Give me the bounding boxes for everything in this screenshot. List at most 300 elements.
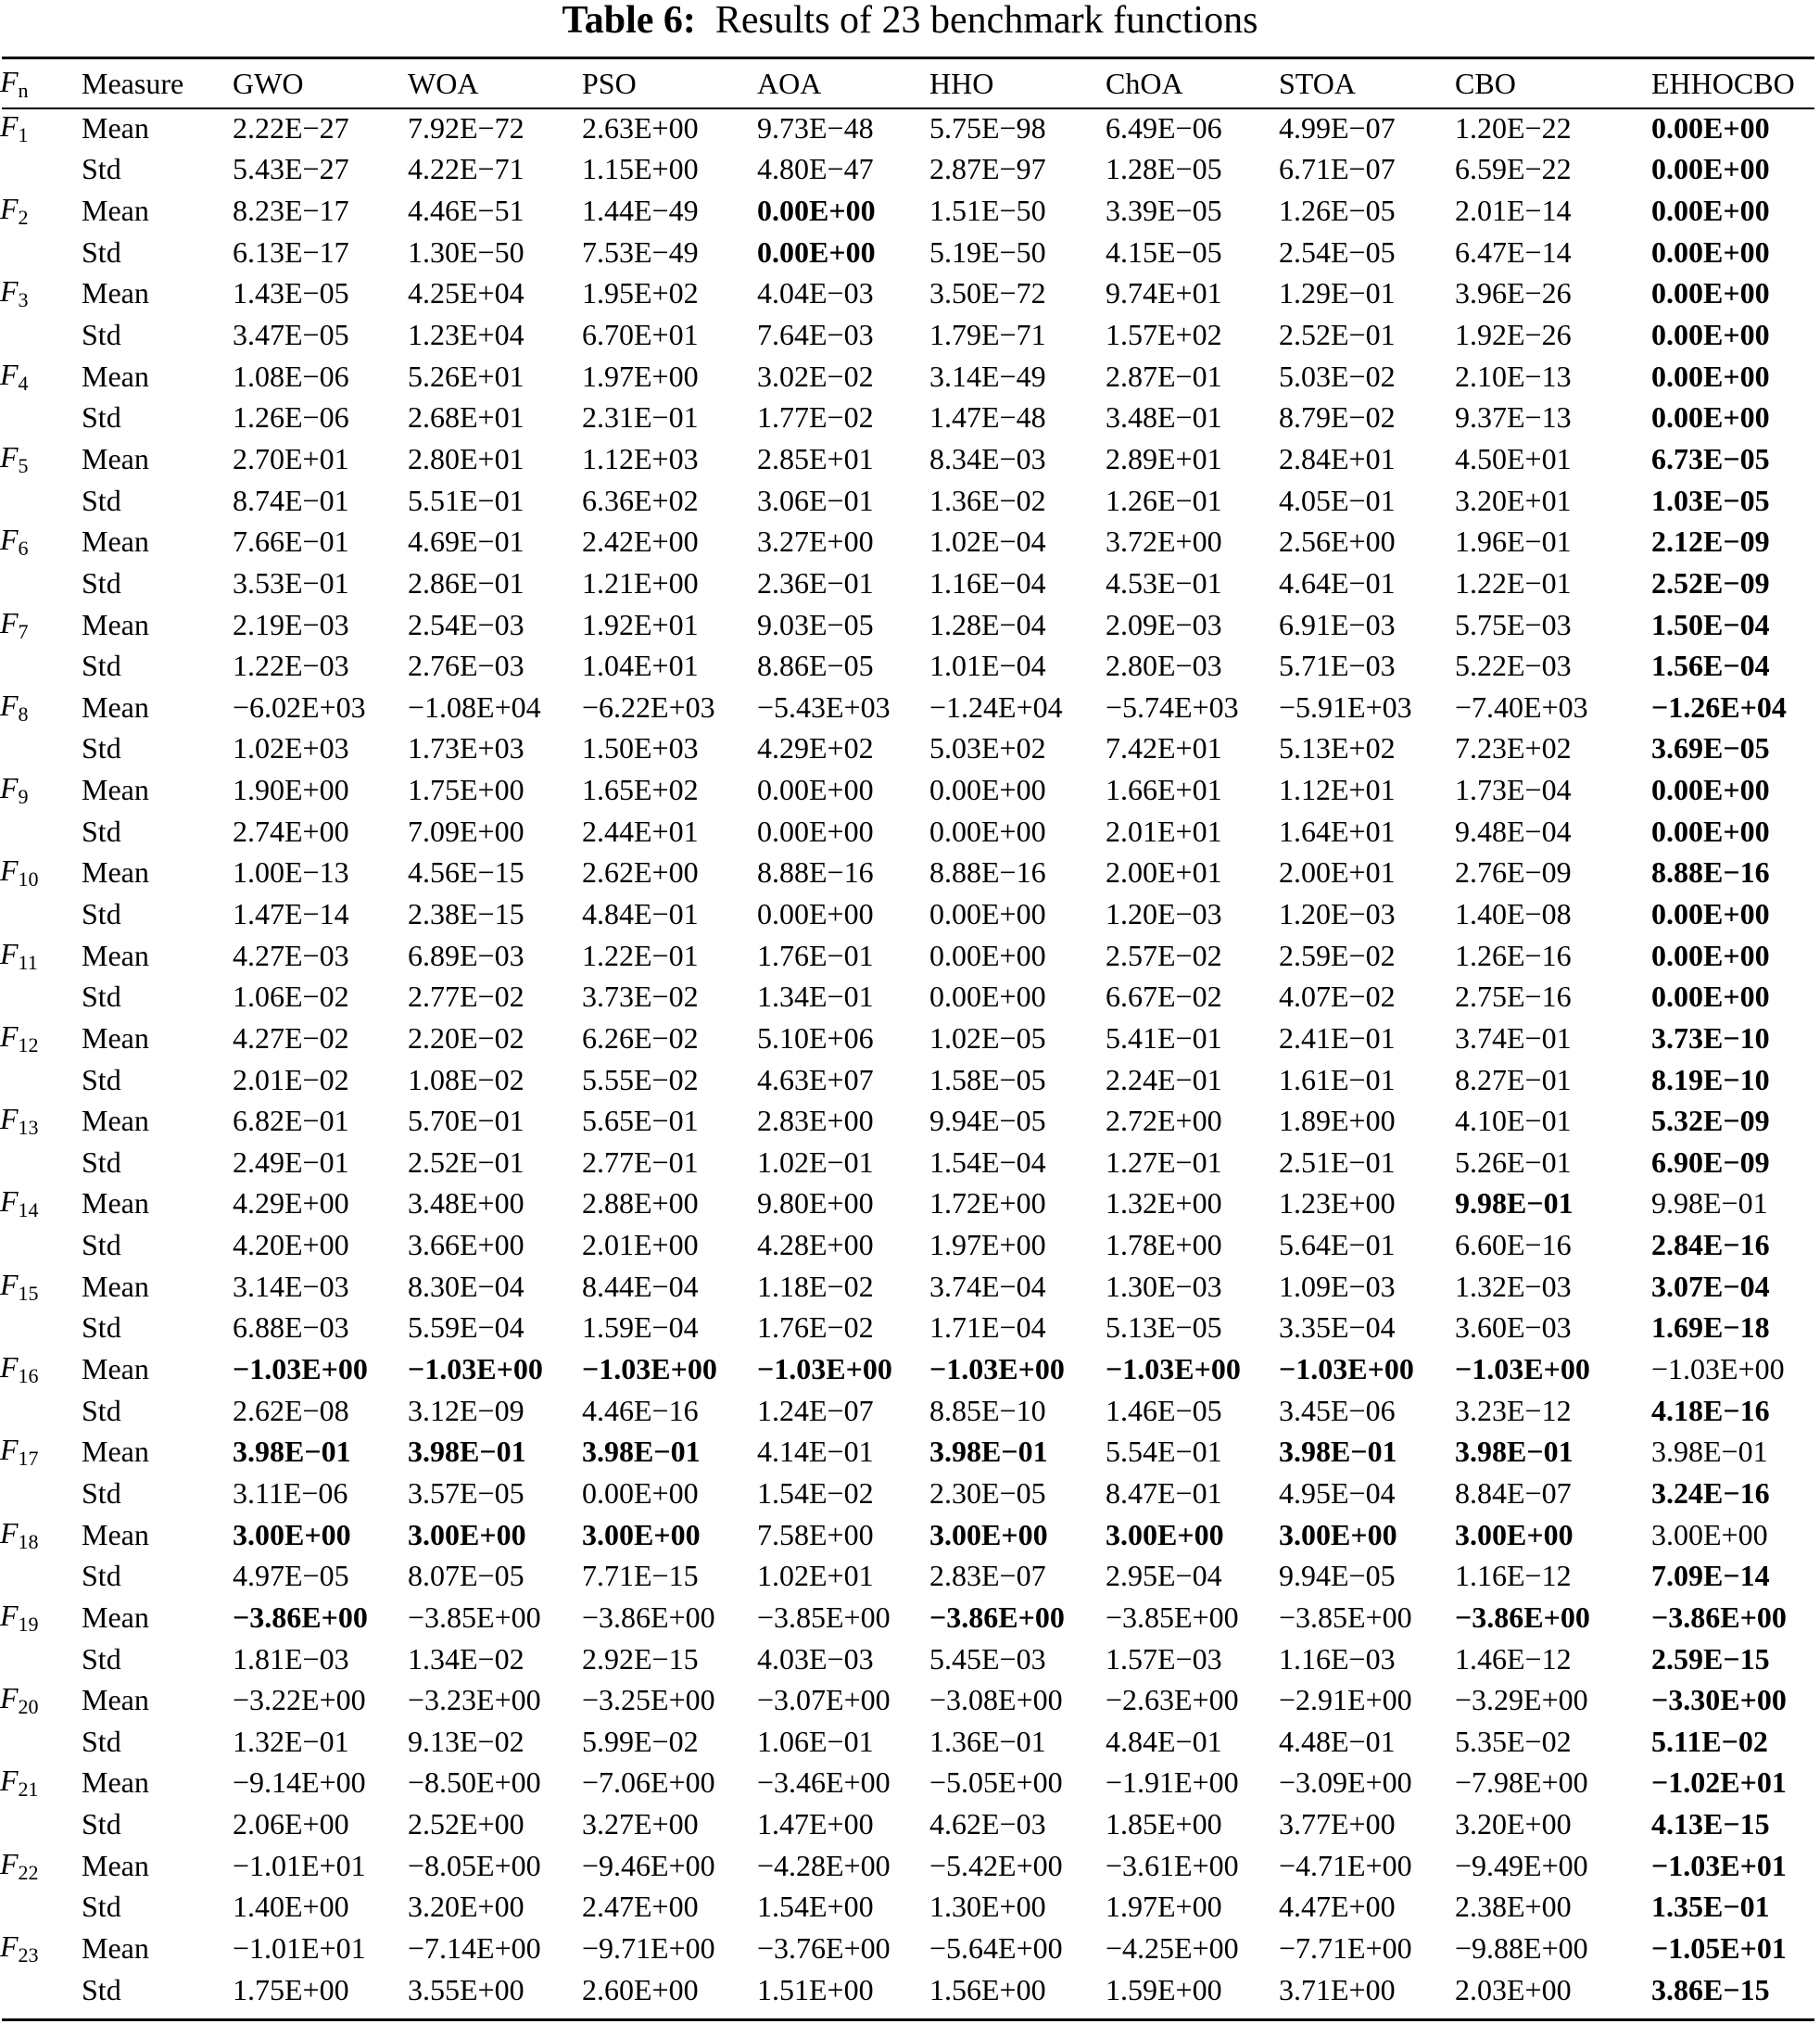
value-cell-choa: 2.01E+01 (1106, 814, 1222, 848)
value-cell-choa: −3.85E+00 (1106, 1600, 1239, 1634)
function-label: $F_{14}$ (0, 1184, 39, 1222)
value-cell-aoa: −5.43E+03 (757, 689, 891, 724)
value-cell-choa: 4.53E−01 (1106, 565, 1222, 600)
value-cell-gwo: 2.19E−03 (233, 607, 349, 641)
value-cell-choa: 6.67E−02 (1106, 980, 1222, 1014)
value-cell-cbo: 5.75E−03 (1455, 607, 1572, 641)
value-cell-pso: 2.31E−01 (582, 400, 699, 435)
function-label (0, 1142, 82, 1183)
value-cell-gwo: −1.01E+01 (233, 1931, 366, 1965)
value-cell-aoa: 1.06E−01 (757, 1724, 874, 1758)
value-cell-pso: 3.98E−01 (582, 1435, 701, 1469)
value-cell-gwo: 3.98E−01 (233, 1435, 351, 1469)
value-cell-stoa: 4.64E−01 (1279, 565, 1396, 600)
value-cell-gwo: 1.40E+00 (233, 1890, 349, 1924)
value-cell-hho: 3.00E+00 (929, 1517, 1048, 1551)
value-cell-woa: −8.05E+00 (408, 1848, 541, 1882)
value-cell-woa: 4.25E+04 (408, 276, 525, 310)
measure-cell: Std (82, 1062, 121, 1096)
value-cell-cbo: 1.40E−08 (1455, 896, 1572, 930)
value-cell-ehhocbo: 0.00E+00 (1651, 110, 1770, 145)
value-cell-hho: 5.75E−98 (929, 110, 1046, 145)
value-cell-pso: 1.12E+03 (582, 441, 699, 475)
value-cell-gwo: 1.08E−06 (233, 359, 349, 393)
value-cell-aoa: 0.00E+00 (757, 814, 874, 848)
value-cell-choa: −4.25E+00 (1106, 1931, 1239, 1965)
value-cell-pso: −9.46E+00 (582, 1848, 715, 1882)
value-cell-woa: 2.52E+00 (408, 1807, 525, 1841)
value-cell-ehhocbo: −1.03E+00 (1651, 1352, 1785, 1386)
value-cell-ehhocbo: −1.03E+01 (1651, 1848, 1787, 1882)
value-cell-cbo: 3.00E+00 (1455, 1517, 1574, 1551)
value-cell-gwo: 1.26E−06 (233, 400, 349, 435)
value-cell-choa: 8.47E−01 (1106, 1475, 1222, 1510)
function-label: $F_6$ (0, 523, 29, 561)
table-row (0, 108, 1820, 149)
value-cell-gwo: 1.32E−01 (233, 1724, 349, 1758)
header-fn: $F_n$ (0, 64, 29, 102)
measure-cell: Mean (82, 1435, 149, 1469)
value-cell-ehhocbo: 7.09E−14 (1651, 1559, 1770, 1593)
measure-cell: Std (82, 980, 121, 1014)
value-cell-pso: 1.59E−04 (582, 1310, 699, 1345)
function-label: $F_7$ (0, 605, 29, 643)
function-label (0, 1473, 82, 1514)
value-cell-ehhocbo: 8.19E−10 (1651, 1062, 1770, 1096)
function-label: $F_3$ (0, 274, 29, 312)
value-cell-gwo: 2.70E+01 (233, 441, 349, 475)
value-cell-cbo: 3.98E−01 (1455, 1435, 1574, 1469)
value-cell-pso: 2.77E−01 (582, 1145, 699, 1179)
value-cell-woa: 1.23E+04 (408, 318, 525, 352)
header-stoa: STOA (1279, 66, 1356, 100)
value-cell-stoa: 9.94E−05 (1279, 1559, 1396, 1593)
table-row (0, 1597, 1820, 1638)
value-cell-stoa: 3.00E+00 (1279, 1517, 1397, 1551)
value-cell-pso: 2.88E+00 (582, 1186, 699, 1221)
value-cell-woa: 5.51E−01 (408, 483, 525, 517)
measure-cell: Std (82, 1807, 121, 1841)
value-cell-stoa: 3.98E−01 (1279, 1435, 1397, 1469)
value-cell-woa: 1.34E−02 (408, 1641, 525, 1676)
value-cell-choa: 1.46E−05 (1106, 1393, 1222, 1427)
value-cell-cbo: −1.03E+00 (1455, 1352, 1590, 1386)
value-cell-woa: −3.23E+00 (408, 1683, 541, 1717)
value-cell-aoa: −3.46E+00 (757, 1765, 891, 1800)
value-cell-stoa: 1.23E+00 (1279, 1186, 1396, 1221)
value-cell-choa: 1.30E−03 (1106, 1269, 1222, 1303)
measure-cell: Mean (82, 1600, 149, 1634)
value-cell-woa: 3.57E−05 (408, 1475, 525, 1510)
value-cell-choa: 5.54E−01 (1106, 1435, 1222, 1469)
value-cell-stoa: 5.71E−03 (1279, 649, 1396, 683)
value-cell-pso: 2.60E+00 (582, 1972, 699, 2006)
value-cell-pso: −3.25E+00 (582, 1683, 715, 1717)
value-cell-choa: 1.32E+00 (1106, 1186, 1222, 1221)
value-cell-cbo: 2.76E−09 (1455, 855, 1572, 890)
value-cell-stoa: −3.09E+00 (1279, 1765, 1412, 1800)
value-cell-hho: 1.28E−04 (929, 607, 1046, 641)
value-cell-ehhocbo: 0.00E+00 (1651, 152, 1770, 186)
value-cell-cbo: −9.88E+00 (1455, 1931, 1588, 1965)
measure-cell: Mean (82, 855, 149, 890)
value-cell-stoa: 4.48E−01 (1279, 1724, 1396, 1758)
table-row (0, 811, 1820, 853)
measure-cell: Mean (82, 1352, 149, 1386)
value-cell-choa: 5.41E−01 (1106, 1020, 1222, 1055)
value-cell-gwo: 6.88E−03 (233, 1310, 349, 1345)
header-choa: ChOA (1106, 66, 1183, 100)
value-cell-gwo: 2.74E+00 (233, 814, 349, 848)
table-row (0, 190, 1820, 232)
value-cell-aoa: 1.47E+00 (757, 1807, 874, 1841)
value-cell-woa: 4.46E−51 (408, 194, 525, 228)
value-cell-hho: 1.01E−04 (929, 649, 1046, 683)
value-cell-gwo: 3.47E−05 (233, 318, 349, 352)
value-cell-choa: 9.74E+01 (1106, 276, 1222, 310)
value-cell-hho: 3.74E−04 (929, 1269, 1046, 1303)
table-row (0, 604, 1820, 646)
value-cell-pso: 5.55E−02 (582, 1062, 699, 1096)
table-row (0, 563, 1820, 604)
value-cell-ehhocbo: 2.84E−16 (1651, 1228, 1770, 1262)
value-cell-woa: 4.22E−71 (408, 152, 525, 186)
value-cell-ehhocbo: 6.90E−09 (1651, 1145, 1770, 1179)
value-cell-pso: 7.71E−15 (582, 1559, 699, 1593)
value-cell-stoa: 1.64E+01 (1279, 814, 1396, 848)
value-cell-pso: 5.99E−02 (582, 1724, 699, 1758)
value-cell-gwo: −3.86E+00 (233, 1600, 368, 1634)
value-cell-gwo: 3.11E−06 (233, 1475, 348, 1510)
value-cell-ehhocbo: 3.00E+00 (1651, 1517, 1768, 1551)
table-row (0, 1638, 1820, 1680)
value-cell-pso: 8.44E−04 (582, 1269, 699, 1303)
value-cell-choa: 2.24E−01 (1106, 1062, 1222, 1096)
table-row (0, 397, 1820, 438)
function-label (0, 1803, 82, 1845)
value-cell-cbo: −9.49E+00 (1455, 1848, 1588, 1882)
value-cell-pso: 2.01E+00 (582, 1228, 699, 1262)
value-cell-pso: 1.04E+01 (582, 649, 699, 683)
value-cell-cbo: 2.03E+00 (1455, 1972, 1572, 2006)
value-cell-gwo: 4.27E−03 (233, 938, 349, 972)
value-cell-gwo: 1.90E+00 (233, 773, 349, 807)
value-cell-ehhocbo: 0.00E+00 (1651, 359, 1770, 393)
function-label (0, 893, 82, 935)
value-cell-cbo: −7.98E+00 (1455, 1765, 1588, 1800)
table-row (0, 1142, 1820, 1183)
value-cell-woa: 2.38E−15 (408, 896, 525, 930)
value-cell-stoa: 3.45E−06 (1279, 1393, 1396, 1427)
header-row (0, 59, 1820, 108)
function-label (0, 314, 82, 356)
function-label (0, 645, 82, 687)
value-cell-gwo: 1.81E−03 (233, 1641, 349, 1676)
table-row (0, 687, 1820, 728)
value-cell-choa: −2.63E+00 (1106, 1683, 1239, 1717)
value-cell-cbo: 6.59E−22 (1455, 152, 1572, 186)
function-label (0, 1638, 82, 1680)
value-cell-hho: 0.00E+00 (929, 896, 1046, 930)
value-cell-gwo: −1.01E+01 (233, 1848, 366, 1882)
value-cell-pso: 1.95E+02 (582, 276, 699, 310)
value-cell-hho: 1.02E−05 (929, 1020, 1046, 1055)
value-cell-aoa: 1.34E−01 (757, 980, 874, 1014)
value-cell-pso: 1.65E+02 (582, 773, 699, 807)
value-cell-choa: −3.61E+00 (1106, 1848, 1239, 1882)
table-row (0, 1514, 1820, 1556)
value-cell-gwo: 2.06E+00 (233, 1807, 349, 1841)
value-cell-ehhocbo: 1.69E−18 (1651, 1310, 1770, 1345)
value-cell-cbo: −7.40E+03 (1455, 689, 1588, 724)
function-label (0, 728, 82, 770)
measure-cell: Mean (82, 276, 149, 310)
value-cell-aoa: 2.36E−01 (757, 565, 874, 600)
table-row (0, 1059, 1820, 1101)
value-cell-hho: 0.00E+00 (929, 773, 1046, 807)
table-row (0, 273, 1820, 315)
table-row (0, 521, 1820, 563)
value-cell-cbo: 4.50E+01 (1455, 441, 1572, 475)
value-cell-choa: 2.95E−04 (1106, 1559, 1222, 1593)
value-cell-ehhocbo: 4.18E−16 (1651, 1393, 1770, 1427)
value-cell-aoa: 4.80E−47 (757, 152, 874, 186)
measure-cell: Mean (82, 110, 149, 145)
function-label: $F_{10}$ (0, 854, 39, 892)
value-cell-woa: 1.30E−50 (408, 234, 525, 269)
header-measure: Measure (82, 66, 184, 100)
table-body (0, 108, 1820, 2010)
table-row (0, 1969, 1820, 2011)
function-label: $F_{16}$ (0, 1350, 39, 1388)
value-cell-stoa: 6.71E−07 (1279, 152, 1396, 186)
value-cell-ehhocbo: 0.00E+00 (1651, 980, 1770, 1014)
value-cell-hho: 9.94E−05 (929, 1104, 1046, 1138)
table-caption-label: Table 6: (562, 0, 696, 42)
function-label (0, 232, 82, 273)
value-cell-choa: 3.72E+00 (1106, 525, 1222, 559)
value-cell-aoa: 0.00E+00 (757, 896, 874, 930)
value-cell-woa: 3.55E+00 (408, 1972, 525, 2006)
value-cell-stoa: 5.13E+02 (1279, 731, 1396, 765)
value-cell-pso: 1.44E−49 (582, 194, 699, 228)
value-cell-gwo: 2.01E−02 (233, 1062, 349, 1096)
value-cell-choa: 3.00E+00 (1106, 1517, 1224, 1551)
value-cell-hho: 3.50E−72 (929, 276, 1046, 310)
value-cell-woa: 4.69E−01 (408, 525, 525, 559)
value-cell-gwo: −1.03E+00 (233, 1352, 368, 1386)
function-label: $F_{13}$ (0, 1102, 39, 1140)
value-cell-choa: 2.72E+00 (1106, 1104, 1222, 1138)
value-cell-woa: 3.00E+00 (408, 1517, 526, 1551)
value-cell-ehhocbo: 8.88E−16 (1651, 855, 1770, 890)
value-cell-ehhocbo: 6.73E−05 (1651, 441, 1770, 475)
value-cell-aoa: 9.03E−05 (757, 607, 874, 641)
measure-cell: Mean (82, 938, 149, 972)
value-cell-ehhocbo: −3.30E+00 (1651, 1683, 1787, 1717)
function-label: $F_{11}$ (0, 936, 38, 974)
value-cell-woa: 2.76E−03 (408, 649, 525, 683)
value-cell-choa: 6.49E−06 (1106, 110, 1222, 145)
value-cell-hho: 1.36E−02 (929, 483, 1046, 517)
measure-cell: Std (82, 565, 121, 600)
table-row (0, 1763, 1820, 1804)
header-gwo: GWO (233, 66, 304, 100)
value-cell-pso: 1.15E+00 (582, 152, 699, 186)
value-cell-cbo: 3.20E+00 (1455, 1807, 1572, 1841)
value-cell-cbo: −3.86E+00 (1455, 1600, 1590, 1634)
value-cell-stoa: 2.00E+01 (1279, 855, 1396, 890)
value-cell-choa: −1.91E+00 (1106, 1765, 1239, 1800)
value-cell-aoa: 4.14E−01 (757, 1435, 874, 1469)
table-row (0, 1845, 1820, 1887)
value-cell-stoa: 3.35E−04 (1279, 1310, 1396, 1345)
value-cell-cbo: 2.75E−16 (1455, 980, 1572, 1014)
value-cell-pso: −1.03E+00 (582, 1352, 717, 1386)
measure-cell: Mean (82, 1517, 149, 1551)
value-cell-cbo: 1.92E−26 (1455, 318, 1572, 352)
function-label (0, 1555, 82, 1597)
function-label: $F_1$ (0, 108, 29, 146)
value-cell-woa: 8.30E−04 (408, 1269, 525, 1303)
header-aoa: AOA (757, 66, 822, 100)
value-cell-ehhocbo: 5.32E−09 (1651, 1104, 1770, 1138)
value-cell-aoa: 1.76E−02 (757, 1310, 874, 1345)
value-cell-woa: 1.73E+03 (408, 731, 525, 765)
table-row (0, 1803, 1820, 1845)
value-cell-cbo: 9.37E−13 (1455, 400, 1572, 435)
value-cell-hho: 1.47E−48 (929, 400, 1046, 435)
value-cell-pso: 6.36E+02 (582, 483, 699, 517)
value-cell-choa: 1.20E−03 (1106, 896, 1222, 930)
value-cell-woa: 5.70E−01 (408, 1104, 525, 1138)
value-cell-stoa: 2.84E+01 (1279, 441, 1396, 475)
value-cell-choa: 5.13E−05 (1106, 1310, 1222, 1345)
value-cell-cbo: 3.23E−12 (1455, 1393, 1572, 1427)
value-cell-pso: 3.00E+00 (582, 1517, 701, 1551)
value-cell-stoa: 8.79E−02 (1279, 400, 1396, 435)
value-cell-aoa: 0.00E+00 (757, 194, 876, 228)
value-cell-woa: 2.54E−03 (408, 607, 525, 641)
function-label (0, 1390, 82, 1432)
measure-cell: Mean (82, 1848, 149, 1882)
value-cell-ehhocbo: 0.00E+00 (1651, 234, 1770, 269)
measure-cell: Mean (82, 607, 149, 641)
table-row (0, 853, 1820, 894)
value-cell-gwo: 6.13E−17 (233, 234, 349, 269)
measure-cell: Std (82, 400, 121, 435)
value-cell-aoa: 9.80E+00 (757, 1186, 874, 1221)
value-cell-woa: 3.66E+00 (408, 1228, 525, 1262)
value-cell-choa: 4.84E−01 (1106, 1724, 1222, 1758)
table-row (0, 1224, 1820, 1266)
value-cell-cbo: 8.84E−07 (1455, 1475, 1572, 1510)
value-cell-choa: 1.26E−01 (1106, 483, 1222, 517)
value-cell-ehhocbo: 0.00E+00 (1651, 814, 1770, 848)
value-cell-stoa: 1.29E−01 (1279, 276, 1396, 310)
value-cell-woa: 2.77E−02 (408, 980, 525, 1014)
header-cbo: CBO (1455, 66, 1516, 100)
value-cell-hho: 1.16E−04 (929, 565, 1046, 600)
value-cell-woa: 5.59E−04 (408, 1310, 525, 1345)
value-cell-gwo: 1.00E−13 (233, 855, 349, 890)
value-cell-woa: −7.14E+00 (408, 1931, 541, 1965)
measure-cell: Std (82, 483, 121, 517)
value-cell-cbo: 1.46E−12 (1455, 1641, 1572, 1676)
value-cell-woa: 2.68E+01 (408, 400, 525, 435)
measure-cell: Std (82, 234, 121, 269)
header-woa: WOA (408, 66, 479, 100)
value-cell-ehhocbo: 1.35E−01 (1651, 1890, 1770, 1924)
table-row (0, 728, 1820, 770)
measure-cell: Std (82, 1641, 121, 1676)
value-cell-cbo: 1.73E−04 (1455, 773, 1572, 807)
value-cell-woa: 7.92E−72 (408, 110, 525, 145)
value-cell-ehhocbo: 3.69E−05 (1651, 731, 1770, 765)
value-cell-choa: 2.09E−03 (1106, 607, 1222, 641)
value-cell-choa: 1.57E−03 (1106, 1641, 1222, 1676)
value-cell-aoa: 3.02E−02 (757, 359, 874, 393)
value-cell-pso: 1.21E+00 (582, 565, 699, 600)
value-cell-hho: 1.71E−04 (929, 1310, 1046, 1345)
measure-cell: Std (82, 649, 121, 683)
value-cell-gwo: 4.97E−05 (233, 1559, 349, 1593)
value-cell-gwo: 1.43E−05 (233, 276, 349, 310)
value-cell-stoa: 2.59E−02 (1279, 938, 1396, 972)
value-cell-hho: −1.24E+04 (929, 689, 1063, 724)
function-label: $F_{20}$ (0, 1681, 39, 1719)
value-cell-woa: 7.09E+00 (408, 814, 525, 848)
measure-cell: Std (82, 1972, 121, 2006)
value-cell-hho: 0.00E+00 (929, 980, 1046, 1014)
value-cell-ehhocbo: −1.26E+04 (1651, 689, 1787, 724)
value-cell-cbo: 2.38E+00 (1455, 1890, 1572, 1924)
value-cell-stoa: 3.77E+00 (1279, 1807, 1396, 1841)
value-cell-choa: 1.97E+00 (1106, 1890, 1222, 1924)
value-cell-cbo: 5.26E−01 (1455, 1145, 1572, 1179)
value-cell-gwo: −3.22E+00 (233, 1683, 366, 1717)
value-cell-aoa: 1.76E−01 (757, 938, 874, 972)
value-cell-choa: 1.27E−01 (1106, 1145, 1222, 1179)
measure-cell: Std (82, 814, 121, 848)
value-cell-pso: −6.22E+03 (582, 689, 715, 724)
value-cell-stoa: 1.61E−01 (1279, 1062, 1396, 1096)
function-label: $F_{12}$ (0, 1018, 39, 1056)
value-cell-ehhocbo: 3.98E−01 (1651, 1435, 1768, 1469)
value-cell-ehhocbo: 0.00E+00 (1651, 938, 1770, 972)
value-cell-stoa: 1.26E−05 (1279, 194, 1396, 228)
measure-cell: Mean (82, 1683, 149, 1717)
value-cell-choa: −5.74E+03 (1106, 689, 1239, 724)
value-cell-hho: 8.88E−16 (929, 855, 1046, 890)
table-row (0, 1266, 1820, 1308)
value-cell-ehhocbo: 0.00E+00 (1651, 400, 1770, 435)
value-cell-woa: 1.08E−02 (408, 1062, 525, 1096)
measure-cell: Mean (82, 773, 149, 807)
table-row (0, 1679, 1820, 1721)
table-row (0, 645, 1820, 687)
value-cell-aoa: 4.04E−03 (757, 276, 874, 310)
value-cell-choa: 2.00E+01 (1106, 855, 1222, 890)
value-cell-hho: 1.02E−04 (929, 525, 1046, 559)
value-cell-stoa: 2.56E+00 (1279, 525, 1396, 559)
value-cell-aoa: 2.83E+00 (757, 1104, 874, 1138)
value-cell-aoa: 5.10E+06 (757, 1020, 874, 1055)
value-cell-stoa: −2.91E+00 (1279, 1683, 1412, 1717)
value-cell-woa: 1.75E+00 (408, 773, 525, 807)
value-cell-gwo: −9.14E+00 (233, 1765, 366, 1800)
header-hho: HHO (929, 66, 994, 100)
